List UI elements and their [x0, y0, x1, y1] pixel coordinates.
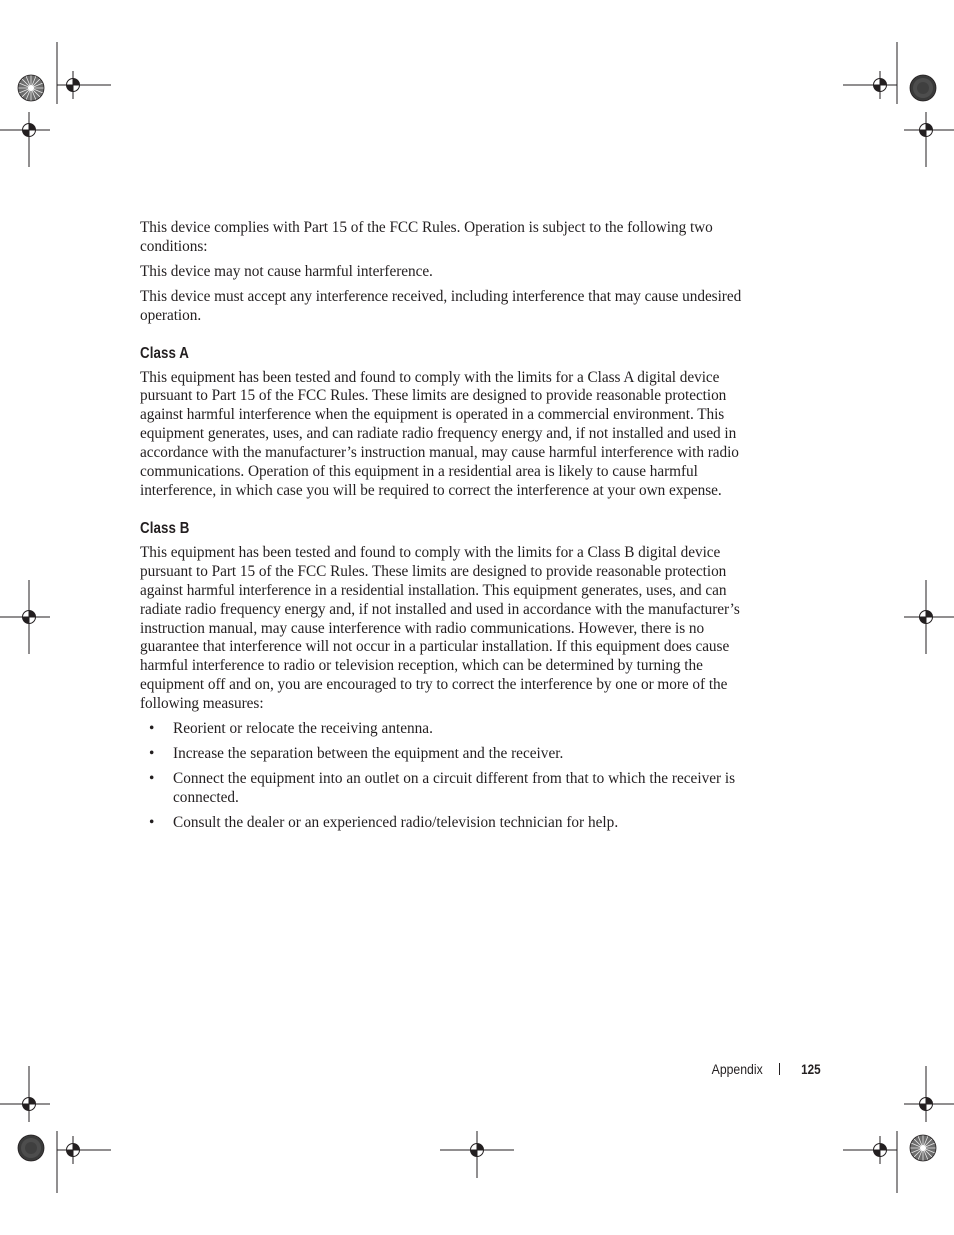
registration-mark-icon [866, 71, 894, 99]
registration-mark-icon [59, 71, 87, 99]
crop-mark-bottom-left [0, 1066, 111, 1193]
crop-mark-top-right [843, 42, 954, 167]
color-bar-icon [18, 75, 44, 101]
crop-mark-top-left [0, 42, 111, 167]
registration-mark-icon [912, 603, 940, 631]
class-a-heading: Class A [140, 344, 190, 362]
page-content [140, 219, 758, 839]
measures-list [140, 720, 758, 833]
registration-mark-icon [15, 1090, 43, 1118]
intro-paragraph: This device complies with Part 15 of the FCC Rules. Operation is subject to the following two conditions: [140, 219, 713, 255]
registration-mark-icon [866, 1136, 894, 1164]
color-bar-icon [910, 1135, 936, 1161]
registration-mark-icon [15, 116, 43, 144]
bullet-icon: • [149, 813, 155, 831]
list-item-text: Connect the equipment into an outlet on a circuit different from that to which the receiver is connected. [173, 769, 736, 806]
registration-mark-icon [912, 116, 940, 144]
list-item-text: Reorient or relocate the receiving antenna. [173, 720, 433, 738]
color-bar-icon [910, 75, 936, 101]
footer-divider [779, 1063, 780, 1075]
list-item-text: Consult the dealer or an experienced radio/television technician for help. [173, 813, 619, 831]
class-b-paragraph: This equipment has been tested and found to comply with the limits for a Class B digital device pursuant to Part 15 of the FCC Rules. These limits are designed to provide reasonable protection against harmful interference in a residential installation. This equipment generates, uses, and can radiate radio frequency energy and, if not installed and used in accordance with the manufacturer’s instruction manual, may cause interference with radio communications. However, there is no guarantee that interference will not occur in a particular installation. If this equipment does cause harmful interference to radio or television reception, which can be determined by turning the equipment off and on, you are encouraged to try to correct the interference by one or more of the following measures: [140, 543, 740, 713]
page-number: 125 [801, 1062, 821, 1077]
condition-1-paragraph: This device may not cause harmful interference. [140, 262, 433, 280]
color-bar-icon [18, 1135, 44, 1161]
condition-2-paragraph: This device must accept any interference received, including interference that may cause undesired operation. [140, 287, 742, 324]
registration-mark-icon [59, 1136, 87, 1164]
registration-mark-icon [463, 1136, 491, 1164]
list-item [140, 770, 758, 808]
list-item [140, 814, 758, 833]
registration-mark-icon [912, 1090, 940, 1118]
registration-mark-icon [15, 603, 43, 631]
list-item [140, 720, 758, 739]
footer-section-title: Appendix [711, 1062, 763, 1077]
class-b-heading: Class B [140, 519, 190, 537]
list-item [140, 745, 758, 764]
class-a-paragraph: This equipment has been tested and found to comply with the limits for a Class A digital device pursuant to Part 15 of the FCC Rules. These limits are designed to provide reasonable protection against harmful interference when the equipment is operated in a commercial environment. This equipment generates, uses, and can radiate radio frequency energy and, if not installed and used in accordance with the manufacturer’s instruction manual, may cause harmful interference with radio communications. Operation of this equipment in a residential area is likely to cause harmful interference, in which case you will be required to correct the interference at your own expense. [140, 368, 739, 499]
crop-mark-bottom-right [843, 1066, 954, 1193]
page-footer [620, 1061, 821, 1079]
bullet-icon: • [149, 769, 155, 787]
list-item-text: Increase the separation between the equipment and the receiver. [173, 744, 564, 762]
bullet-icon: • [149, 744, 155, 762]
bullet-icon: • [149, 720, 155, 738]
